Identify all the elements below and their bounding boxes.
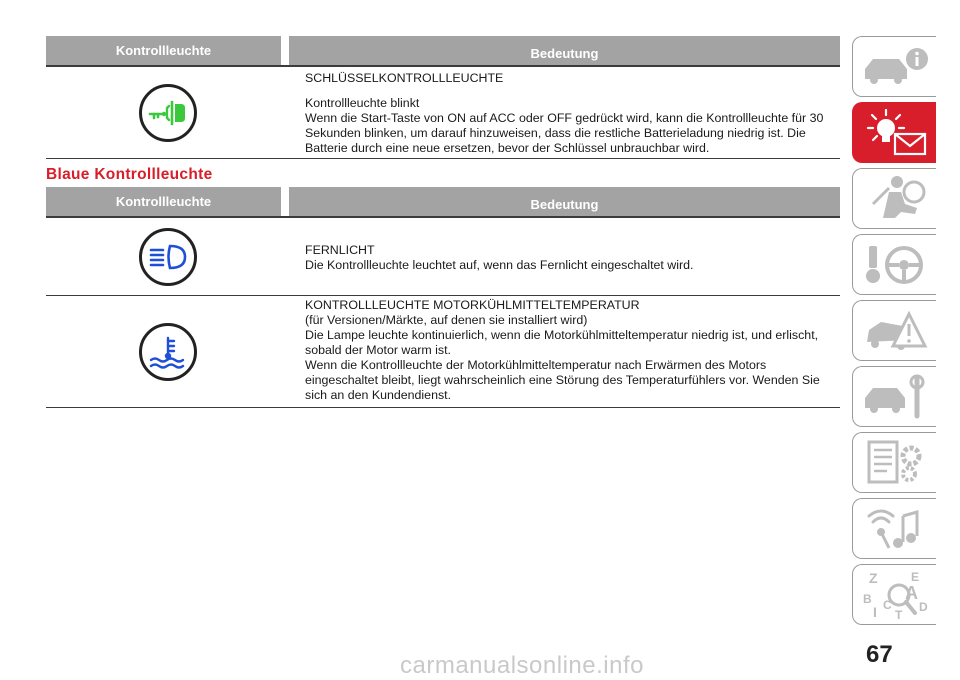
lamp-description: Die Lampe leuchte kontinuierlich, wenn die Motorkühlmitteltemperatur niedrig ist, und erlischt, sobald der Motor warm ist.	[305, 328, 819, 357]
meaning-cell	[289, 67, 840, 158]
lamp-title: FERNLICHT	[305, 243, 375, 257]
multimedia-icon	[859, 504, 931, 554]
lamp-note: (für Versionen/Märkte, auf denen sie installiert wird)	[305, 313, 588, 327]
lamp-subtitle: Kontrollleuchte blinkt	[305, 96, 420, 110]
lamp-description: Wenn die Start-Taste von ON auf ACC oder OFF gedrückt wird, kann die Kontrollleuchte für 30 Sekunden blinken, um darauf hinzuweisen, dass die restliche Batterieladung niedrig ist. Die Batterie durch eine neue ersetzen, bevor der Schlüssel unbrauchbar wird.	[305, 111, 824, 155]
index-letter-a: A	[904, 582, 918, 603]
lamp-cell	[46, 67, 289, 158]
table-green-lights	[46, 36, 840, 159]
lamp-title: SCHLÜSSELKONTROLLLEUCHTE	[305, 71, 504, 85]
table-blue-lights	[46, 187, 840, 408]
coolant-temperature-icon	[139, 323, 197, 381]
index-letter-z: Z	[868, 569, 878, 586]
car-accident-icon	[859, 306, 931, 356]
car-info-icon	[859, 45, 931, 89]
header-bedeutung: Bedeutung	[530, 197, 599, 212]
warning-lights-icon	[859, 108, 931, 158]
high-beam-icon	[139, 228, 197, 286]
tab-car-info[interactable]	[852, 36, 936, 97]
steering-key-icon	[859, 240, 931, 290]
alphabetical-index-icon	[859, 569, 931, 621]
spec-sheet-gears-icon	[859, 438, 931, 488]
lamp-title: KONTROLLLEUCHTE MOTORKÜHLMITTELTEMPERATUR	[305, 298, 640, 312]
tab-safety[interactable]	[852, 168, 936, 229]
lamp-cell	[46, 296, 289, 407]
chapter-tabs	[852, 36, 938, 630]
meaning-cell	[289, 296, 840, 407]
table-row	[46, 296, 840, 408]
index-letter-d: D	[918, 599, 928, 614]
lamp-description: Die Kontrollleuchte leuchtet auf, wenn das Fernlicht eingeschaltet wird.	[305, 258, 694, 272]
table-header	[46, 187, 840, 218]
index-letter-t: T	[894, 607, 902, 621]
tab-starting-driving[interactable]	[852, 234, 936, 295]
tab-index[interactable]	[852, 564, 936, 625]
tab-technical-data[interactable]	[852, 432, 936, 493]
tab-maintenance[interactable]	[852, 366, 936, 427]
index-letter-i: I	[872, 603, 877, 620]
header-kontrollleuchte: Kontrollleuchte	[46, 36, 289, 65]
watermark: carmanualsonline.info	[400, 652, 644, 679]
tab-emergency[interactable]	[852, 300, 936, 361]
seat-airbag-icon	[859, 174, 931, 224]
header-bedeutung: Bedeutung	[530, 46, 599, 61]
tab-multimedia[interactable]	[852, 498, 936, 559]
header-kontrollleuchte: Kontrollleuchte	[46, 187, 289, 216]
table-row	[46, 67, 840, 159]
table-header	[46, 36, 840, 67]
meaning-cell	[289, 218, 840, 295]
index-letter-b: B	[862, 591, 872, 606]
table-row	[46, 218, 840, 296]
page-number: 67	[866, 641, 893, 668]
lamp-description-2: Wenn die Kontrollleuchte der Motorkühlmitteltemperatur nach Erwärmen des Motors eingeschaltet bleibt, liegt wahrscheinlich eine Störung des Temperaturfühlers vor. Wenden Sie sich an den Kundendienst.	[305, 358, 820, 402]
index-letter-e: E	[910, 569, 919, 584]
car-maintenance-icon	[859, 372, 931, 422]
section-title: Blaue Kontrollleuchte	[46, 166, 213, 183]
tab-warning-lights[interactable]	[852, 102, 936, 163]
lamp-cell	[46, 218, 289, 295]
index-letter-c: C	[882, 597, 892, 612]
key-warning-icon	[139, 84, 197, 142]
